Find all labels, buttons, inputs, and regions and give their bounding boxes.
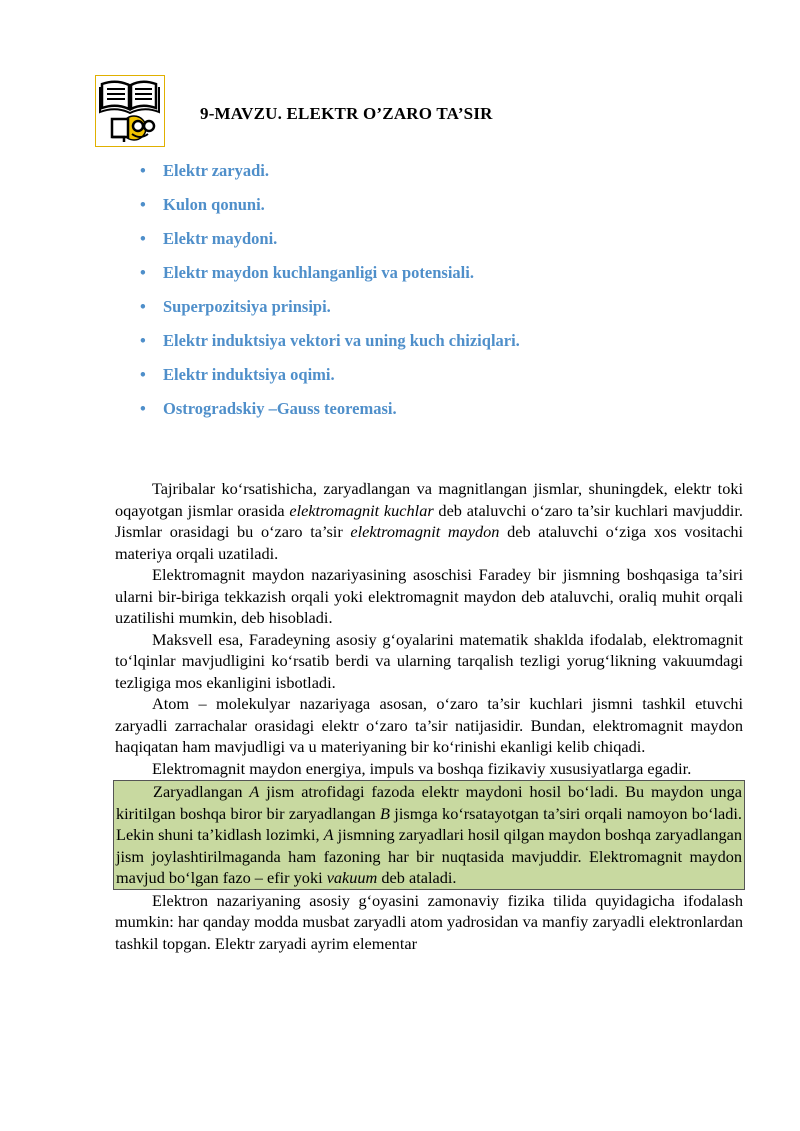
text-run: Zaryadlangan <box>153 782 250 801</box>
topic-label: Elektr induktsiya oqimi. <box>163 365 335 384</box>
text-run: Tajribalar ko‘rsatishicha, zaryadlangan va magnitlangan jismlar, shuningdek, elektr toki oqayotgan jismlar orasida <box>115 479 743 520</box>
topic-item <box>140 222 520 256</box>
italic-term: elektromagnit maydon <box>350 522 500 541</box>
topic-item <box>140 392 520 426</box>
topic-label: Elektr maydoni. <box>163 229 278 248</box>
topic-label: Elektr zaryadi. <box>163 161 270 180</box>
text-run: deb ataluvchi o‘zaro ta’sir kuchlari mavjuddir. Jismlar orasidagi bu o‘zaro ta’sir <box>115 500 743 541</box>
text-run: deb ataladi. <box>377 868 457 887</box>
topic-item <box>140 256 520 290</box>
topic-item <box>140 358 520 392</box>
topic-label: Ostrogradskiy –Gauss teoremasi. <box>163 399 397 418</box>
topic-label: Kulon qonuni. <box>163 195 265 214</box>
italic-term: vakuum <box>326 868 378 887</box>
topic-label: Elektr maydon kuchlanganligi va potensiali. <box>163 263 474 282</box>
body-text <box>115 478 743 954</box>
bullet-icon: • <box>140 161 146 180</box>
paragraph <box>115 478 743 564</box>
topic-label: Elektr induktsiya vektori va uning kuch chiziqlari. <box>163 331 520 350</box>
bullet-icon: • <box>140 365 146 384</box>
topic-list <box>140 154 520 426</box>
text-run: jismning zaryadlari hosil qilgan maydon boshqa zaryadlangan jism joylashtirilmaganda ham fazoning har bir nuqtasida mavjuddir. Elektromagnit maydon mavjud bo‘lgan fazo – efir yoki <box>116 825 743 887</box>
italic-term: B <box>380 803 390 823</box>
highlight-box <box>113 780 745 890</box>
paragraph <box>116 781 742 889</box>
paragraph: Elektromagnit maydon energiya, impuls va boshqa fizikaviy xususiyatlarga egadir. <box>152 758 692 778</box>
topic-label: Superpozitsiya prinsipi. <box>163 297 331 316</box>
italic-term: A <box>249 782 260 801</box>
text-run: deb ataluvchi o‘ziga xos vositachi materiya orqali uzatiladi. <box>115 522 743 563</box>
topic-item <box>140 324 520 358</box>
text-run: jismga ko‘rsatayotgan ta’siri orqali namoyon bo‘ladi. Lekin shuni ta’kidlash lozimki, <box>116 803 742 844</box>
topic-item <box>140 154 520 188</box>
paragraph: Maksvell esa, Faradeyning asosiy g‘oyalarini matematik shaklda ifodalab, elektromagnit to‘lqinlar mavjudligini ko‘rsatib berdi va ularning tarqalish tezligi yorug‘likning vakuumdagi tezligiga mos ekanligini isbotladi. <box>115 629 743 692</box>
bullet-icon: • <box>140 399 146 418</box>
book-reader-icon <box>95 75 165 147</box>
paragraph: Elektron nazariyaning asosiy g‘oyasini zamonaviy fizika tilida quyidagicha ifodalash mumkin: har qanday modda musbat zaryadli atom yadrosidan va manfiy zaryadli elektronlardan tashkil topgan. Elektr zaryadi ayrim elementar <box>115 890 743 953</box>
italic-term: A <box>323 825 334 844</box>
topic-item <box>140 290 520 324</box>
lesson-title: 9-MAVZU. ELEKTR O’ZARO TA’SIR <box>200 104 493 123</box>
bullet-icon: • <box>140 195 146 214</box>
italic-term: elektromagnit kuchlar <box>289 500 434 520</box>
topic-item <box>140 188 520 222</box>
bullet-icon: • <box>140 331 146 350</box>
paragraph: Elektromagnit maydon nazariyasining asoschisi Faradey bir jismning boshqasiga ta’siri ularni bir-biriga tekkazish orqali yoki elektromagnit maydon deb ataluvchi, oraliq muhit orqali uzatilishi mumkin, deb hisobladi. <box>115 565 743 627</box>
paragraph: Atom – molekulyar nazariyaga asosan, o‘zaro ta’sir kuchlari jismni tashkil etuvchi zaryadli zarrachalar orasidagi elektr o‘zaro ta’sir natijasidir. Bundan, elektromagnit maydon haqiqatan ham mavjudligi va u materiyaning bir ko‘rinishi ekanligi kelib chiqadi. <box>115 694 743 756</box>
text-run: jism atrofidagi fazoda elektr maydoni hosil bo‘ladi. Bu maydon unga kiritilgan boshqa biror bir zaryadlangan <box>116 782 742 823</box>
bullet-icon: • <box>140 229 146 248</box>
bullet-icon: • <box>140 297 146 316</box>
bullet-icon: • <box>140 263 146 282</box>
